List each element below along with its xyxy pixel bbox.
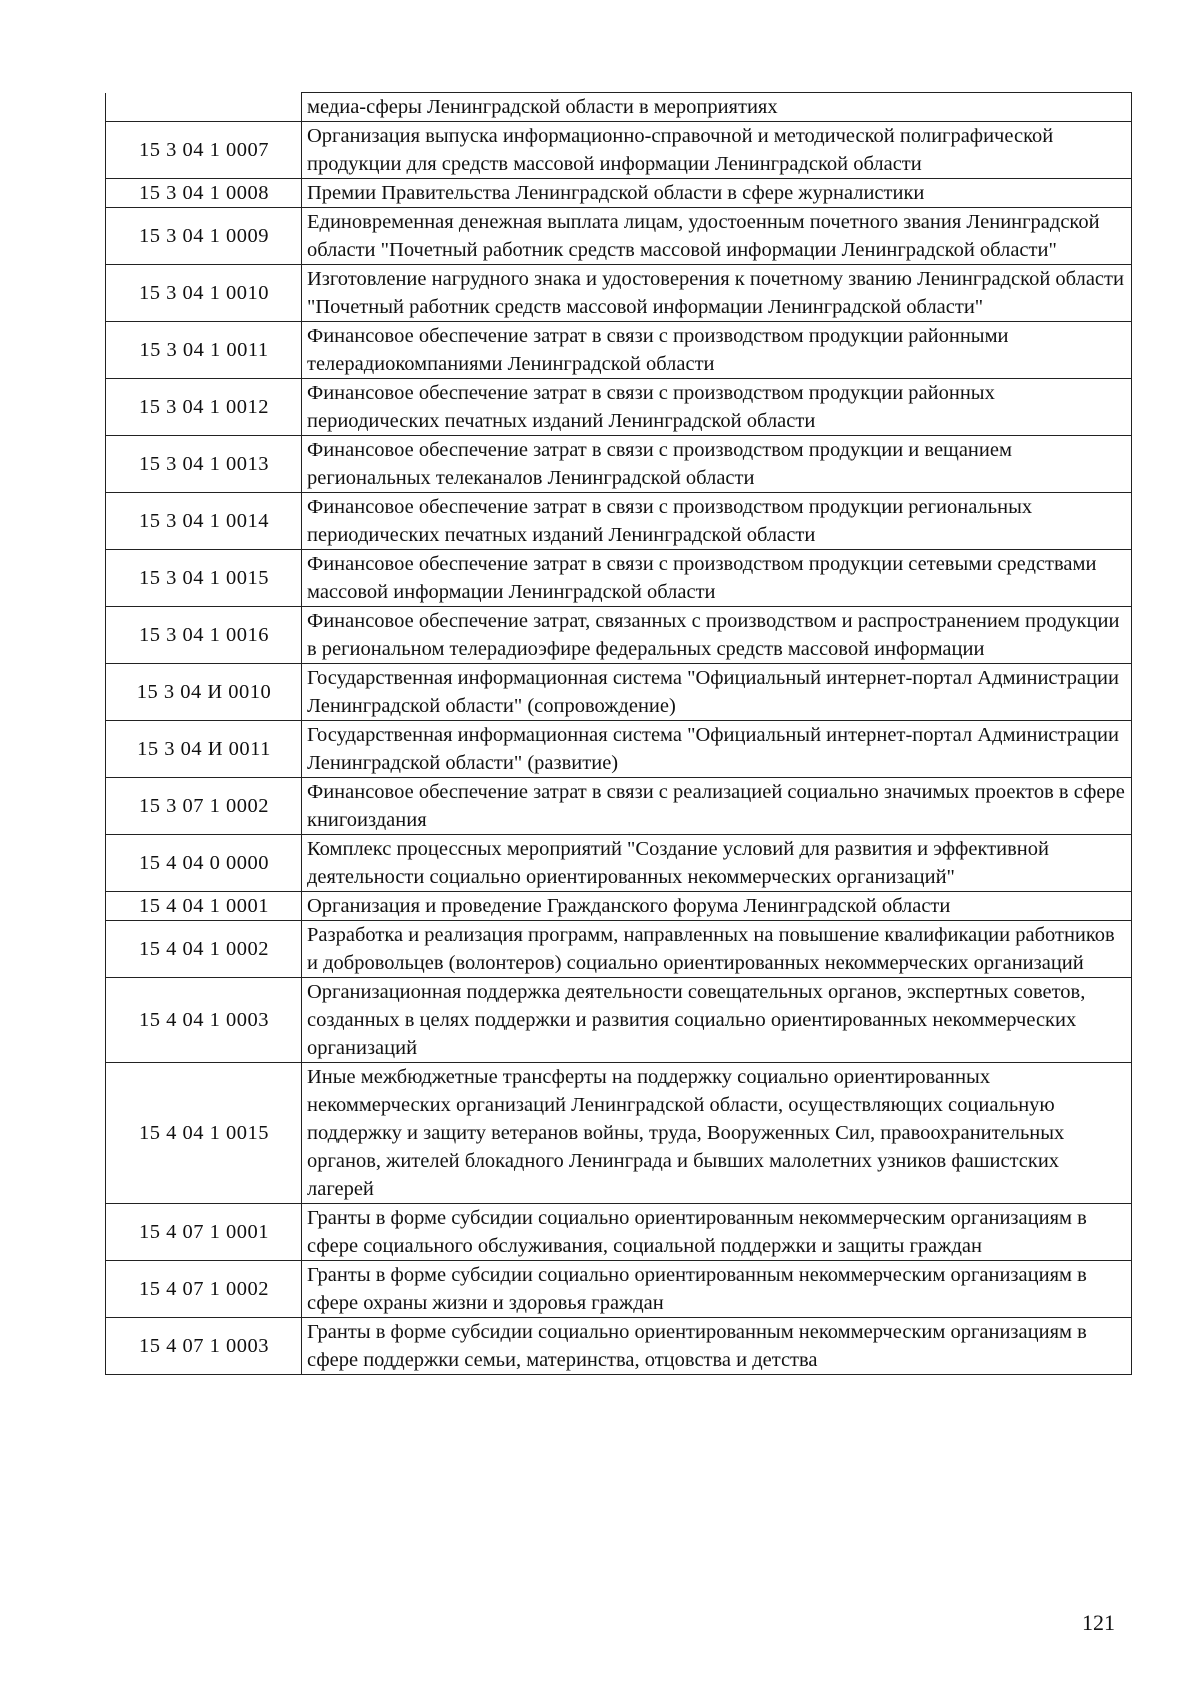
- row-name-cell: Государственная информационная система "Официальный интернет-портал Администрации Ленинградской области" (сопровождение): [302, 664, 1132, 721]
- table-row: [106, 664, 1132, 721]
- table-row: [106, 93, 1132, 122]
- row-name-cell: Финансовое обеспечение затрат в связи с производством продукции районными телерадиокомпаниями Ленинградской области: [302, 322, 1132, 379]
- row-code-cell: 15 3 04 1 0008: [106, 179, 302, 208]
- table-body: [106, 93, 1132, 1375]
- row-name-cell: Комплекс процессных мероприятий "Создание условий для развития и эффективной деятельности социально ориентированных некоммерческих организаций": [302, 835, 1132, 892]
- row-code-cell: 15 3 04 1 0012: [106, 379, 302, 436]
- row-name-cell: Гранты в форме субсидии социально ориентированным некоммерческим организациям в сфере охраны жизни и здоровья граждан: [302, 1261, 1132, 1318]
- row-code-cell: 15 3 04 1 0014: [106, 493, 302, 550]
- row-name-cell: Финансовое обеспечение затрат в связи с производством продукции региональных периодических печатных изданий Ленинградской области: [302, 493, 1132, 550]
- row-code-cell: 15 3 04 1 0009: [106, 208, 302, 265]
- row-code-cell: 15 4 07 1 0002: [106, 1261, 302, 1318]
- table-row: [106, 607, 1132, 664]
- table-row: [106, 921, 1132, 978]
- table-row: [106, 835, 1132, 892]
- row-code-cell: 15 3 04 1 0016: [106, 607, 302, 664]
- row-code-cell: 15 3 04 И 0010: [106, 664, 302, 721]
- row-name-cell: Финансовое обеспечение затрат в связи с производством продукции и вещанием региональных телеканалов Ленинградской области: [302, 436, 1132, 493]
- row-code-cell: 15 3 04 1 0015: [106, 550, 302, 607]
- table-row: [106, 379, 1132, 436]
- row-name-cell: Финансовое обеспечение затрат в связи с реализацией социально значимых проектов в сфере книгоиздания: [302, 778, 1132, 835]
- row-code-cell: 15 3 04 1 0011: [106, 322, 302, 379]
- row-name-cell: Организация выпуска информационно-справочной и методической полиграфической продукции для средств массовой информации Ленинградской области: [302, 122, 1132, 179]
- row-code-cell: 15 4 07 1 0001: [106, 1204, 302, 1261]
- row-name-cell: Финансовое обеспечение затрат в связи с производством продукции сетевыми средствами массовой информации Ленинградской области: [302, 550, 1132, 607]
- table-row: [106, 892, 1132, 921]
- row-name-cell: Финансовое обеспечение затрат в связи с производством продукции районных периодических печатных изданий Ленинградской области: [302, 379, 1132, 436]
- budget-codes-table: [105, 92, 1132, 1375]
- table-row: [106, 179, 1132, 208]
- table-row: [106, 436, 1132, 493]
- row-name-cell: Гранты в форме субсидии социально ориентированным некоммерческим организациям в сфере поддержки семьи, материнства, отцовства и детства: [302, 1318, 1132, 1375]
- table-row: [106, 1204, 1132, 1261]
- row-name-cell: Изготовление нагрудного знака и удостоверения к почетному званию Ленинградской области "Почетный работник средств массовой информации Ленинградской области": [302, 265, 1132, 322]
- page-number: 121: [1082, 1610, 1115, 1635]
- table-row: [106, 978, 1132, 1063]
- table-row: [106, 1063, 1132, 1204]
- row-name-cell: Гранты в форме субсидии социально ориентированным некоммерческим организациям в сфере социального обслуживания, социальной поддержки и защиты граждан: [302, 1204, 1132, 1261]
- row-code-cell: 15 3 04 1 0013: [106, 436, 302, 493]
- row-code-cell: 15 4 04 1 0003: [106, 978, 302, 1063]
- row-code-cell: 15 4 04 1 0001: [106, 892, 302, 921]
- row-name-cell: Финансовое обеспечение затрат, связанных с производством и распространением продукции в региональном телерадиоэфире федеральных средств массовой информации: [302, 607, 1132, 664]
- row-name-cell: Разработка и реализация программ, направленных на повышение квалификации работников и добровольцев (волонтеров) социально ориентированных некоммерческих организаций: [302, 921, 1132, 978]
- row-name-cell: Организационная поддержка деятельности совещательных органов, экспертных советов, созданных в целях поддержки и развития социально ориентированных некоммерческих организаций: [302, 978, 1132, 1063]
- row-code-cell: 15 3 04 И 0011: [106, 721, 302, 778]
- table-row: [106, 265, 1132, 322]
- row-code-cell: 15 4 07 1 0003: [106, 1318, 302, 1375]
- table-row: [106, 208, 1132, 265]
- table-row: [106, 778, 1132, 835]
- row-code-cell: 15 4 04 1 0002: [106, 921, 302, 978]
- table-row: [106, 721, 1132, 778]
- row-name-cell: Премии Правительства Ленинградской области в сфере журналистики: [302, 179, 1132, 208]
- row-code-cell: 15 4 04 1 0015: [106, 1063, 302, 1204]
- row-code-cell: 15 4 04 0 0000: [106, 835, 302, 892]
- table-row: [106, 550, 1132, 607]
- row-code-cell: [106, 93, 302, 122]
- table-row: [106, 122, 1132, 179]
- row-name-cell: Организация и проведение Гражданского форума Ленинградской области: [302, 892, 1132, 921]
- row-name-cell: Иные межбюджетные трансферты на поддержку социально ориентированных некоммерческих организаций Ленинградской области, осуществляющих социальную поддержку и защиту ветеранов войны, труда, Вооруженных Сил, правоохранительных органов, жителей блокадного Ленинграда и бывших малолетних узников фашистских лагерей: [302, 1063, 1132, 1204]
- row-name-cell: Государственная информационная система "Официальный интернет-портал Администрации Ленинградской области" (развитие): [302, 721, 1132, 778]
- table-row: [106, 322, 1132, 379]
- row-code-cell: 15 3 07 1 0002: [106, 778, 302, 835]
- row-code-cell: 15 3 04 1 0007: [106, 122, 302, 179]
- table-row: [106, 1261, 1132, 1318]
- row-name-cell: медиа-сферы Ленинградской области в мероприятиях: [302, 93, 1132, 122]
- row-name-cell: Единовременная денежная выплата лицам, удостоенным почетного звания Ленинградской области "Почетный работник средств массовой информации Ленинградской области": [302, 208, 1132, 265]
- table-row: [106, 493, 1132, 550]
- table-row: [106, 1318, 1132, 1375]
- row-code-cell: 15 3 04 1 0010: [106, 265, 302, 322]
